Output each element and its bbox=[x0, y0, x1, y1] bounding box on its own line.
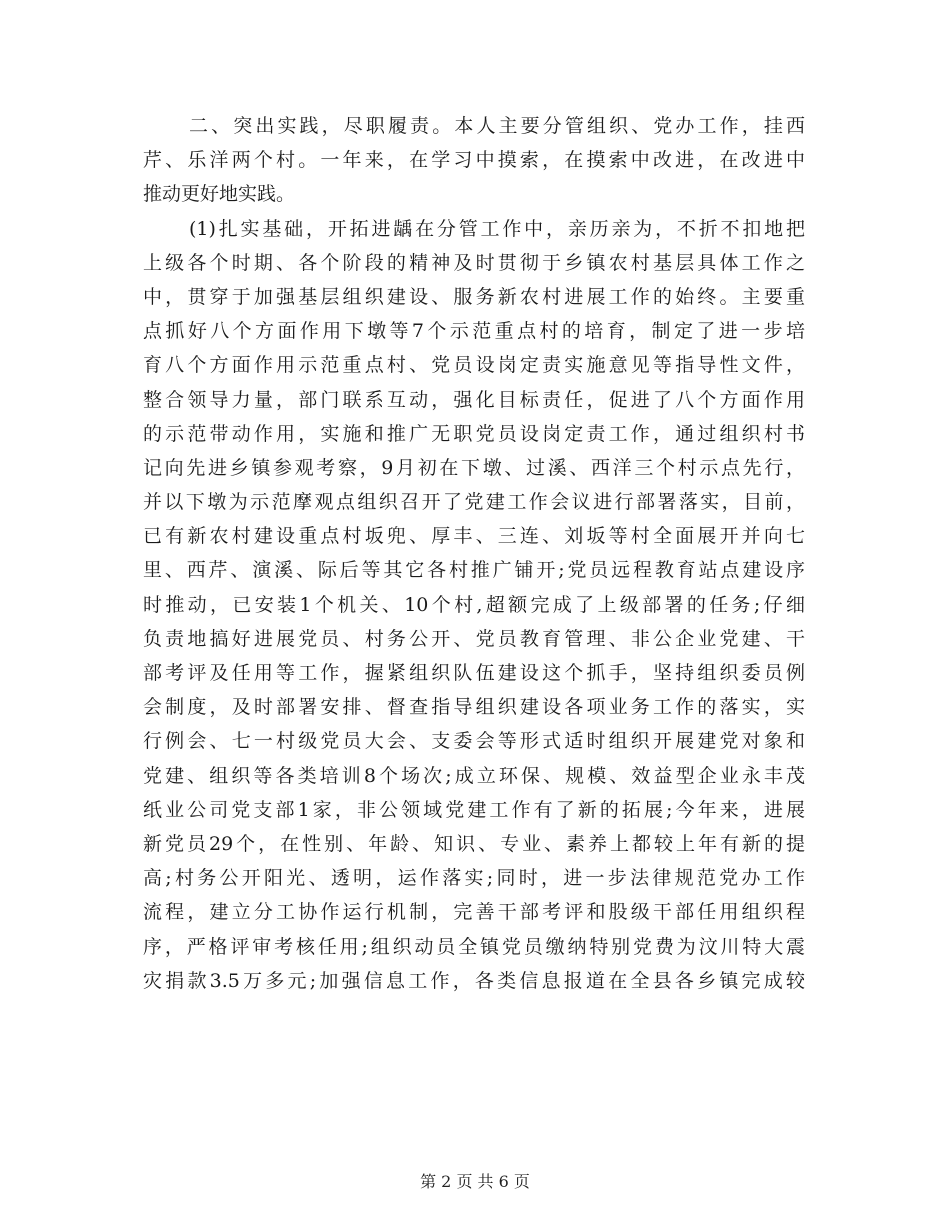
paragraph-line: 推动更好地实践。 bbox=[143, 183, 296, 206]
paragraph-line: 纸业公司党支部1家，非公领域党建工作有了新的拓展;今年来，进展 bbox=[143, 798, 805, 821]
paragraph-line: 并以下墩为示范摩观点组织召开了党建工作会议进行部署落实，目前， bbox=[143, 491, 805, 514]
paragraph-line: 二、突出实践，尽职履责。本人主要分管组织、党办工作，挂西 bbox=[189, 115, 805, 137]
paragraph-line: 育八个方面作用示范重点村、党员设岗定责实施意见等指导性文件， bbox=[143, 354, 805, 377]
paragraph-line: (1)扎实基础，开拓进龋在分管工作中，亲历亲为，不折不扣地把 bbox=[189, 217, 805, 240]
paragraph-line: 负责地搞好进展党员、村务公开、党员教育管理、非公企业党建、干 bbox=[143, 627, 805, 650]
paragraph-line: 流程，建立分工协作运行机制，完善干部考评和股级干部任用组织程 bbox=[143, 901, 805, 924]
page-footer: 第 2 页 共 6 页 bbox=[420, 1172, 530, 1191]
paragraph-line: 高;村务公开阳光、透明，运作落实;同时，进一步法律规范党办工作 bbox=[143, 867, 805, 890]
paragraph-line: 记向先进乡镇参观考察，9月初在下墩、过溪、西洋三个村示点先行， bbox=[143, 456, 805, 479]
paragraph-line: 部考评及任用等工作，握紧组织队伍建设这个抓手，坚持组织委员例 bbox=[143, 662, 805, 684]
paragraph-line: 已有新农村建设重点村坂兜、厚丰、三连、刘坂等村全面展开并向七 bbox=[143, 525, 805, 548]
paragraph-line: 点抓好八个方面作用下墩等7个示范重点村的培育，制定了进一步培 bbox=[143, 320, 805, 343]
paragraph-line: 序，严格评审考核任用;组织动员全镇党员缴纳特别党费为汶川特大震 bbox=[143, 935, 805, 958]
paragraph-line: 的示范带动作用，实施和推广无职党员设岗定责工作，通过组织村书 bbox=[143, 422, 805, 445]
paragraph-line: 行例会、七一村级党员大会、支委会等形式适时组织开展建党对象和 bbox=[143, 730, 805, 753]
paragraph-line: 会制度，及时部署安排、督查指导组织建设各项业务工作的落实，实 bbox=[143, 696, 805, 719]
paragraph-line: 里、西芹、演溪、际后等其它各村推广铺开;党员远程教育站点建设序 bbox=[143, 559, 805, 582]
paragraph-line: 时推动，已安装1个机关、10个村,超额完成了上级部署的任务;仔细 bbox=[143, 593, 805, 616]
paragraph-line: 上级各个时期、各个阶段的精神及时贯彻于乡镇农村基层具体工作之 bbox=[143, 251, 805, 274]
paragraph-line: 芹、乐洋两个村。一年来，在学习中摸索，在摸索中改进，在改进中 bbox=[143, 149, 805, 172]
paragraph-line: 中，贯穿于加强基层组织建设、服务新农村进展工作的始终。主要重 bbox=[143, 285, 805, 308]
paragraph-line: 党建、组织等各类培训8个场次;成立环保、规模、效益型企业永丰茂 bbox=[143, 764, 805, 787]
paragraph-line: 新党员29个，在性别、年龄、知识、专业、素养上都较上年有新的提 bbox=[143, 832, 805, 855]
paragraph-line: 整合领导力量，部门联系互动，强化目标责任，促进了八个方面作用 bbox=[143, 388, 805, 411]
body-text bbox=[143, 109, 805, 998]
paragraph-line: 灾捐款3.5万多元;加强信息工作，各类信息报道在全县各乡镇完成较 bbox=[143, 969, 805, 992]
